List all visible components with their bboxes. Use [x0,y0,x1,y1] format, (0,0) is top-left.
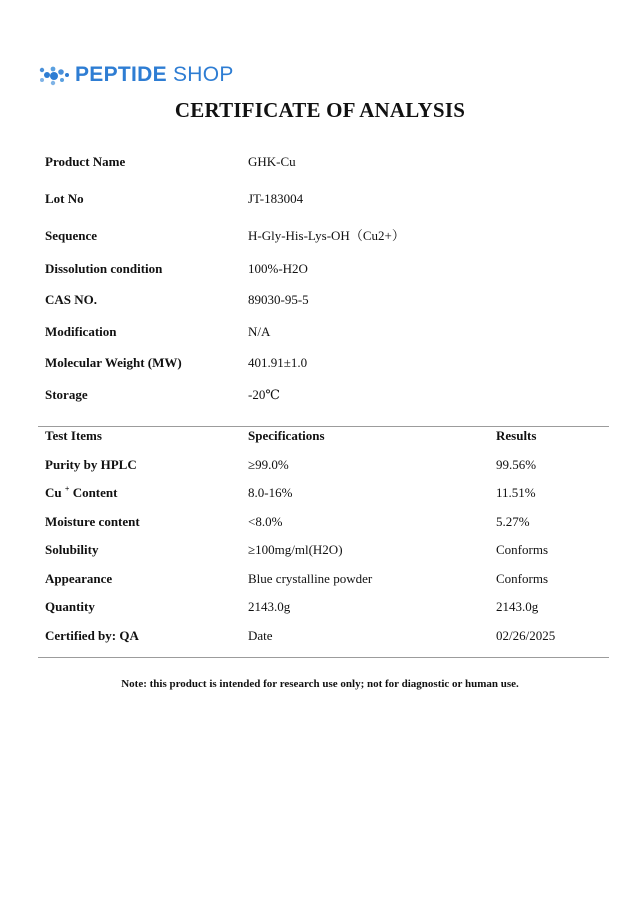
info-row-product-name [45,152,605,172]
test-result: 5.27% [496,514,530,529]
test-spec: 8.0-16% [248,485,293,500]
info-label: CAS NO. [45,292,98,307]
info-value: 89030-95-5 [248,292,309,307]
test-spec: Blue crystalline powder [248,571,373,586]
info-label: Modification [45,324,117,339]
info-value: 100%-H2O [248,261,308,276]
info-row-lot-no [45,189,605,209]
info-row-molecular-weight [45,353,605,373]
test-table-header [45,426,605,446]
info-row-storage [45,385,605,405]
test-item: Purity by HPLC [45,457,137,472]
test-result: Conforms [496,571,548,586]
info-value: 401.91±1.0 [248,355,308,370]
test-result: 2143.0g [496,599,539,614]
page-title: CERTIFICATE OF ANALYSIS [174,98,466,122]
table-row [45,597,605,617]
info-value: -20℃ [248,387,280,402]
logo-brand-light: SHOP [172,63,234,86]
info-label: Molecular Weight (MW) [45,355,182,370]
logo-brand-bold: PEPTIDE [75,63,167,86]
info-value: JT-183004 [248,191,304,206]
table-row [45,512,605,532]
header-specifications: Specifications [248,428,325,443]
test-result: 02/26/2025 [496,628,556,643]
test-item: Solubility [45,542,99,557]
test-item-main: Cu [45,485,62,500]
test-item-rest: Content [69,485,118,500]
info-value: H-Gly-His-Lys-OH（Cu2+） [248,228,405,243]
header-results: Results [496,428,537,443]
table-row [45,569,605,589]
test-item: Quantity [45,599,95,614]
test-result: Conforms [496,542,548,557]
test-spec: ≥99.0% [248,457,289,472]
test-item: Moisture content [45,514,140,529]
test-result: 11.51% [496,485,536,500]
test-item: Certified by: QA [45,628,139,643]
info-label: Storage [45,387,88,402]
info-label: Dissolution condition [45,261,163,276]
test-spec: 2143.0g [248,599,291,614]
test-item: Appearance [45,571,113,586]
info-label: Lot No [45,191,84,206]
info-label: Product Name [45,154,126,169]
info-label: Sequence [45,228,97,243]
test-item-superscript: + [64,484,70,494]
info-value: GHK-Cu [248,154,296,169]
test-spec: Date [248,628,273,643]
table-row [45,626,605,646]
info-row-cas-no [45,290,605,310]
header-test-items: Test Items [45,428,102,443]
test-item [45,483,117,503]
test-result: 99.56% [496,457,537,472]
info-row-sequence [45,226,605,246]
research-use-note: Note: this product is intended for research use only; not for diagnostic or human use. [121,678,519,690]
molecule-dots-icon [38,62,70,88]
info-row-modification [45,322,605,342]
info-value: N/A [248,324,271,339]
table-row [45,540,605,560]
test-spec: ≥100mg/ml(H2O) [248,542,343,557]
brand-logo [38,62,234,88]
table-row [45,455,605,475]
table-row [45,483,605,503]
table-bottom-divider [38,657,609,658]
info-row-dissolution [45,259,605,279]
test-spec: <8.0% [248,514,283,529]
